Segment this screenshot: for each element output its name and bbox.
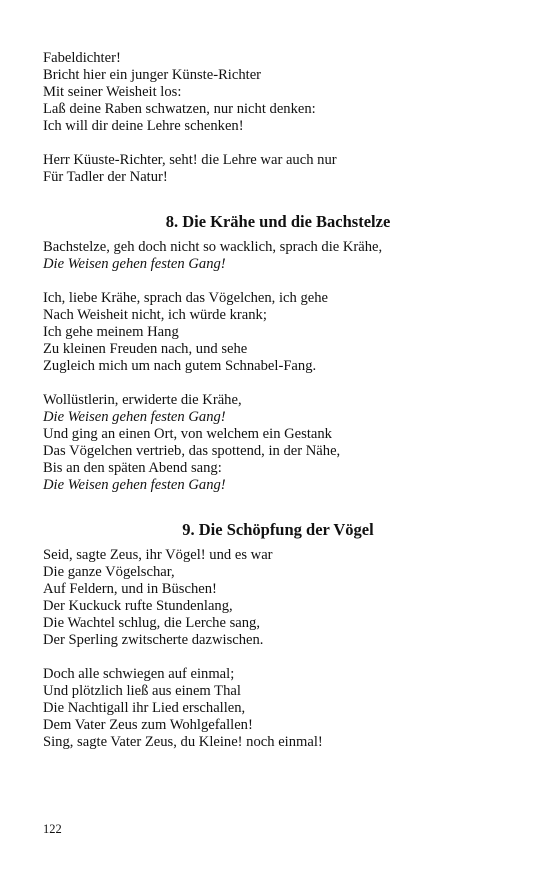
verse-line: Fabeldichter! [43, 50, 121, 66]
verse-line-refrain: Die Weisen gehen festen Gang! [43, 409, 226, 425]
verse-line: Die Nachtigall ihr Lied erschallen, [43, 700, 246, 716]
verse-line: Für Tadler der Natur! [43, 169, 168, 185]
verse-line: Ich will dir deine Lehre schenken! [43, 118, 244, 134]
stanza [43, 152, 513, 186]
verse-line: Bricht hier ein junger Künste-Richter [43, 67, 262, 83]
verse-line: Zu kleinen Freuden nach, und sehe [43, 341, 248, 357]
verse-line-refrain: Die Weisen gehen festen Gang! [43, 256, 226, 272]
verse-line: Dem Vater Zeus zum Wohlgefallen! [43, 717, 253, 733]
verse-line: Bis an den späten Abend sang: [43, 460, 222, 476]
verse-line: Ich, liebe Krähe, sprach das Vögelchen, ich gehe [43, 290, 328, 306]
verse-line: Bachstelze, geh doch nicht so wacklich, sprach die Krähe, [43, 239, 383, 255]
verse-line: Auf Feldern, und in Büschen! [43, 581, 217, 597]
verse-line: Nach Weisheit nicht, ich würde krank; [43, 307, 267, 323]
verse-line: Und ging an einen Ort, von welchem ein Gestank [43, 426, 332, 442]
verse-line: Der Sperling zwitscherte dazwischen. [43, 632, 264, 648]
stanza [43, 392, 513, 494]
stanza [43, 666, 513, 751]
verse-line: Doch alle schwiegen auf einmal; [43, 666, 235, 682]
verse-line: Wollüstlerin, erwiderte die Krähe, [43, 392, 242, 408]
stanza [43, 547, 513, 649]
verse-line: Sing, sagte Vater Zeus, du Kleine! noch einmal! [43, 734, 323, 750]
verse-line: Laß deine Raben schwatzen, nur nicht denken: [43, 101, 316, 117]
verse-line: Die ganze Vögelschar, [43, 564, 175, 580]
verse-line: Ich gehe meinem Hang [43, 324, 179, 340]
book-page [43, 50, 513, 768]
stanza [43, 50, 513, 135]
stanza [43, 290, 513, 375]
verse-line: Das Vögelchen vertrieb, das spottend, in der Nähe, [43, 443, 341, 459]
fable-8 [43, 212, 513, 494]
verse-line: Seid, sagte Zeus, ihr Vögel! und es war [43, 547, 273, 563]
verse-line: Mit seiner Weisheit los: [43, 84, 182, 100]
stanza [43, 239, 513, 273]
verse-line: Die Wachtel schlug, die Lerche sang, [43, 615, 260, 631]
poem-continuation [43, 50, 513, 186]
verse-line: Der Kuckuck rufte Stundenlang, [43, 598, 233, 614]
verse-line: Und plötzlich ließ aus einem Thal [43, 683, 241, 699]
fable-9 [43, 520, 513, 751]
verse-line-refrain: Die Weisen gehen festen Gang! [43, 477, 226, 493]
page-number: 122 [43, 822, 62, 836]
fable-title: 8. Die Krähe und die Bachstelze [165, 212, 391, 231]
verse-line: Herr Küuste-Richter, seht! die Lehre war auch nur [43, 152, 337, 168]
fable-title: 9. Die Schöpfung der Vögel [182, 520, 374, 539]
verse-line: Zugleich mich um nach gutem Schnabel-Fang. [43, 358, 317, 374]
